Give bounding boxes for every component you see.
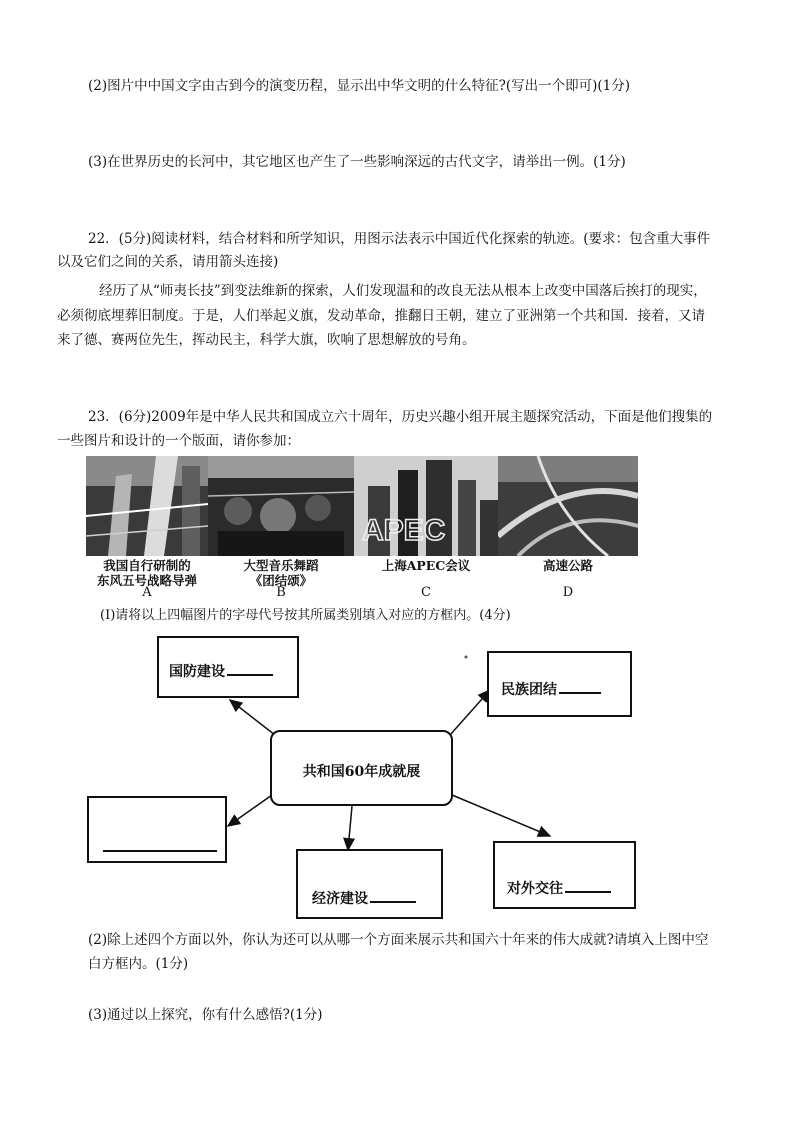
- box-economy-label: 经济建设: [312, 887, 416, 908]
- letter-b: B: [276, 585, 286, 600]
- caption-d: 高速公路: [542, 558, 593, 573]
- box-defense[interactable]: [157, 636, 299, 698]
- q23-part1: (I)请将以上四幅图片的字母代号按其所属类别填入对应的方框内。(4分): [100, 608, 511, 623]
- q23-part2b: 白方框内。(1分): [88, 956, 189, 972]
- q23-part2a: (2)除上述四个方面以外，你认为还可以从哪一个方面来展示共和国六十年来的伟大成就?请填入上图中空: [88, 932, 709, 948]
- caption-b-line2: 《团结颂》: [249, 573, 313, 588]
- defense-blank[interactable]: [227, 660, 273, 676]
- arrow-to-unity: [450, 690, 490, 735]
- caption-a-line2: 东风五号战略导弹: [96, 573, 197, 588]
- box-unity[interactable]: [487, 651, 632, 717]
- q22-material2: 必须彻底埋葬旧制度。于是，人们举起义旗，发动革命，推翻日王朝，建立了亚洲第一个共和国．接着，又请: [57, 308, 705, 324]
- q23-line2: 一些图片和设计的一个版面，请你参加：: [57, 433, 300, 449]
- q22-line2: 以及它们之间的关系，请用箭头连接): [57, 254, 279, 270]
- caption-a-line1: 我国自行研制的: [103, 558, 191, 573]
- economy-blank[interactable]: [370, 887, 416, 903]
- q23-part3: (3)通过以上探究，你有什么感悟?(1分): [88, 1007, 323, 1023]
- box-foreign-label: 对外交往: [507, 877, 611, 898]
- letter-d: D: [562, 585, 574, 600]
- blank-box-line[interactable]: [103, 836, 217, 852]
- arrow-to-blank: [228, 795, 272, 826]
- q21-part3: (3)在世界历史的长河中，其它地区也产生了一些影响深远的古代文字，请举出一例。(1分): [88, 154, 626, 170]
- box-defense-label: 国防建设: [169, 660, 273, 681]
- q21-part2: (2)图片中中国文字由古到今的演变历程，显示出中华文明的什么特征?(写出一个即可)(1分): [88, 78, 631, 94]
- box-foreign[interactable]: [493, 841, 636, 909]
- arrow-to-foreign: [452, 795, 550, 836]
- q22-line1: 22．(5分)阅读材料，结合材料和所学知识，用图示法表示中国近代化探索的轨迹。(要求：包含重大事件: [88, 231, 711, 247]
- letter-c: C: [421, 585, 431, 600]
- center-label: 共和国60年成就展: [302, 764, 421, 780]
- foreign-blank[interactable]: [565, 877, 611, 893]
- box-unity-label: 民族团结: [501, 678, 601, 699]
- arrow-to-economy: [348, 806, 352, 850]
- letter-a: A: [142, 585, 152, 600]
- q22-material3: 来了德、赛两位先生，挥动民主，科学大旗，吹响了思想解放的号角。: [57, 332, 476, 348]
- caption-b-line1: 大型音乐舞蹈: [243, 558, 319, 573]
- arrow-to-defense: [230, 700, 275, 735]
- apec-overlay-text: APEC: [362, 514, 446, 547]
- q22-material1: 经历了从“师夷长技”到变法维新的探索，人们发现温和的改良无法从根本上改变中国落后挨打的现实，: [99, 283, 707, 299]
- box-blank[interactable]: [87, 796, 227, 863]
- box-economy[interactable]: [296, 849, 443, 919]
- q23-line1: 23．(6分)2009年是中华人民共和国成立六十周年，历史兴趣小组开展主题探究活动，下面是他们搜集的: [88, 409, 713, 425]
- caption-c: 上海APEC会议: [381, 558, 471, 573]
- box-center: [270, 730, 453, 806]
- unity-blank[interactable]: [559, 678, 601, 694]
